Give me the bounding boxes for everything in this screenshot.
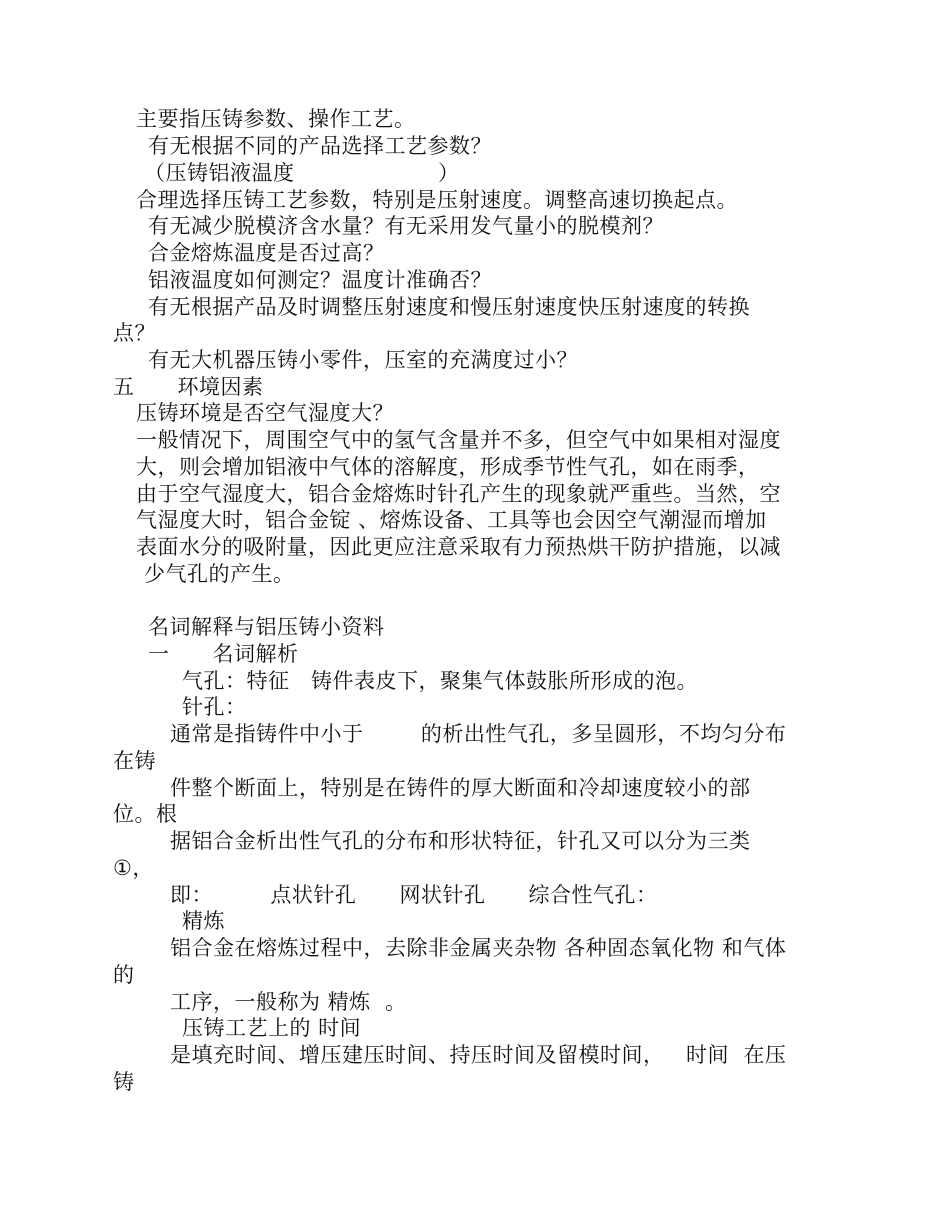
text-line: 件整个断面上，特别是在铸件的厚大断面和冷却速度较小的部 — [170, 776, 751, 800]
text-line: 合理选择压铸工艺参数，特别是压射速度。调整高速切换起点。 — [136, 188, 738, 212]
text-line: 表面水分的吸附量，因此更应注意采取有力预热烘干防护措施，以减 — [136, 535, 781, 559]
text-line: 精炼 — [182, 909, 225, 933]
text-line: 气孔：特征 铸件表皮下，聚集气体鼓胀所形成的泡。 — [182, 669, 699, 693]
text-line: 据铝合金析出性气孔的分布和形状特征，针孔又可以分为三类 — [170, 829, 751, 853]
text-line: ①， — [113, 856, 154, 880]
text-line: 工序，一般称为 精炼 。 — [170, 990, 407, 1014]
text-line: 压铸工艺上的 时间 — [182, 1016, 362, 1040]
text-line: 大，则会增加铝液中气体的溶解度，形成季节性气孔，如在雨季， — [136, 455, 760, 479]
text-line: 通常是指铸件中小于 的析出性气孔，多呈圆形，不均匀分布 — [170, 722, 787, 746]
text-line: 位。根 — [113, 802, 178, 826]
section-heading: 一 名词解析 — [148, 642, 299, 666]
text-line: 合金熔炼温度是否过高？ — [148, 241, 385, 265]
text-line: 少气孔的产生。 — [144, 562, 295, 586]
text-line: 铝合金在熔炼过程中，去除非金属夹杂物 各种固态氧化物 和气体 — [170, 936, 787, 960]
text-line: 点？ — [113, 321, 156, 345]
text-line: 是填充时间、增压建压时间、持压时间及留模时间， 时间 在压 — [170, 1043, 787, 1067]
text-line: 压铸环境是否空气湿度大？ — [136, 401, 394, 425]
text-line: 气湿度大时，铝合金锭 、熔炼设备、工具等也会因空气潮湿而增加 — [136, 508, 767, 532]
text-line: 一般情况下，周围空气中的氢气含量并不多，但空气中如果相对湿度 — [136, 428, 781, 452]
text-line: 主要指压铸参数、操作工艺。 — [136, 107, 416, 131]
text-line: 有无大机器压铸小零件，压室的充满度过小？ — [148, 348, 578, 372]
text-line: （压铸铝液温度 ） — [144, 161, 460, 185]
text-line: 即： 点状针孔 网状针孔 综合性气孔： — [170, 883, 658, 907]
text-line: 铝液温度如何测定？温度计准确否？ — [148, 268, 492, 292]
text-line: 的 — [113, 963, 135, 987]
text-line: 有无根据产品及时调整压射速度和慢压射速度快压射速度的转换 — [148, 295, 750, 319]
text-line: 铸 — [113, 1070, 135, 1094]
section-heading: 五 环境因素 — [113, 375, 264, 399]
text-line: 在铸 — [113, 749, 156, 773]
section-heading: 名词解释与铝压铸小资料 — [148, 615, 385, 639]
text-line: 有无减少脱模济含水量？有无采用发气量小的脱模剂？ — [148, 214, 664, 238]
text-line: 由于空气湿度大，铝合金熔炼时针孔产生的现象就严重些。当然，空 — [136, 482, 781, 506]
text-line: 针孔： — [182, 695, 247, 719]
text-line: 有无根据不同的产品选择工艺参数？ — [148, 134, 492, 158]
